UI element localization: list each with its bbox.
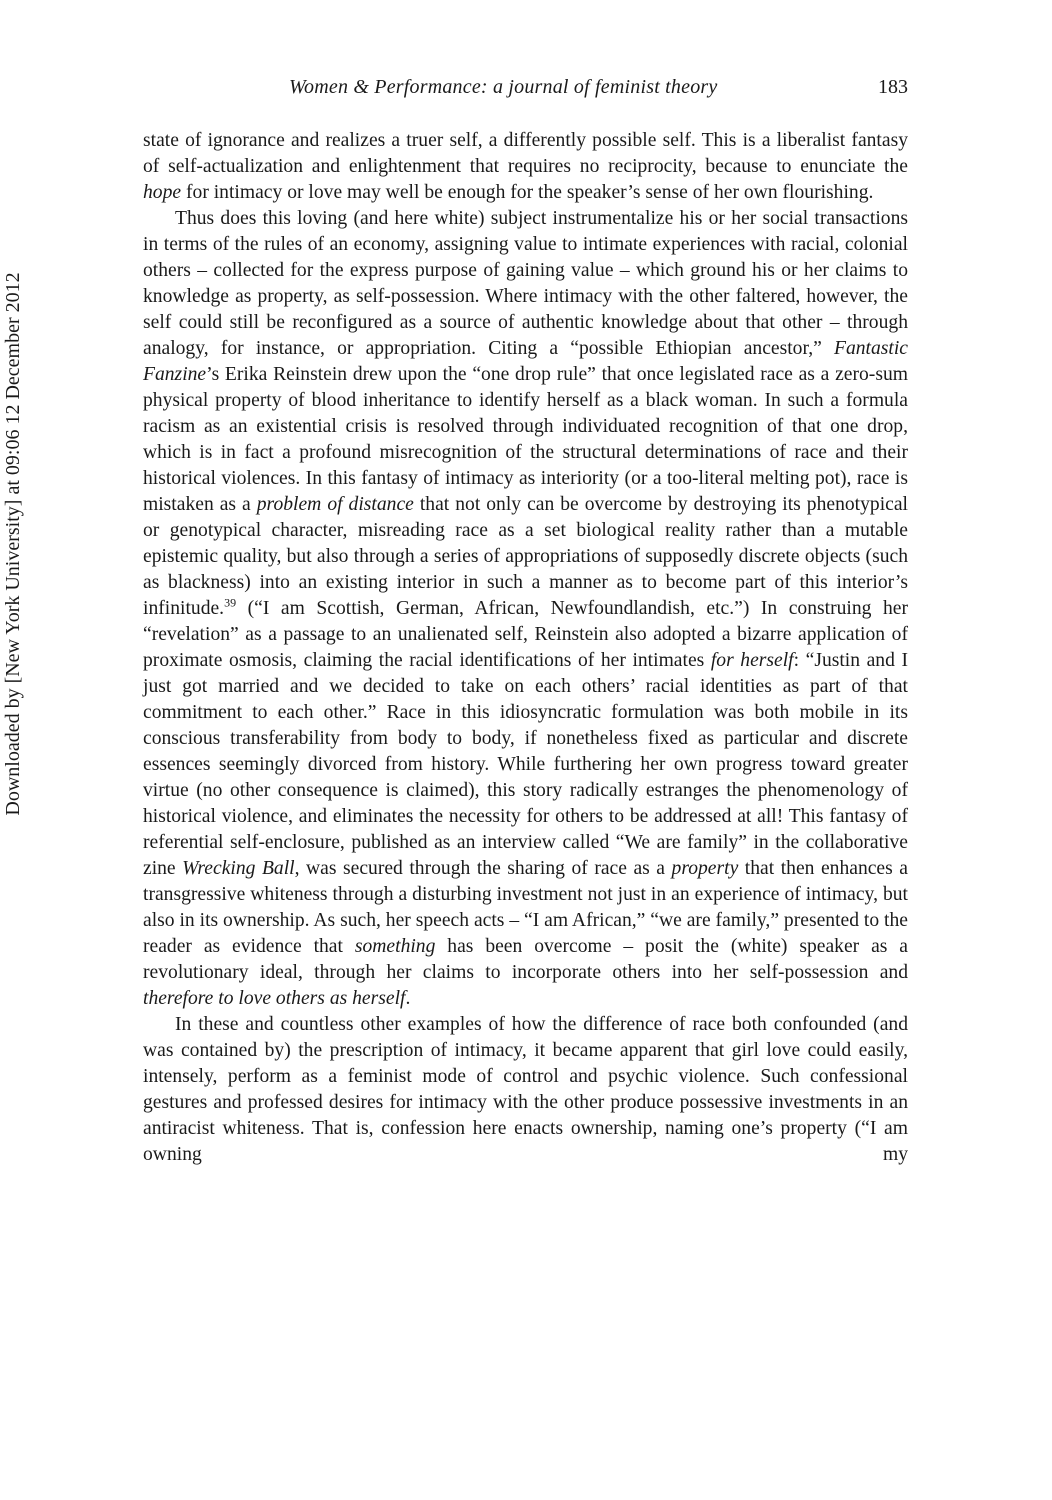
emphasis-property: property [671,858,739,879]
emphasis-for-herself: for herself [710,650,794,671]
text-run: Thus does this loving (and here white) subject instrumentalize his or her social transactions in terms of the rules of an economy, assigning value to intimate experiences with racial, colonial others – collected for the express purpose of gaining value – which ground his or her claims to knowledge as property, as self-possession. Where intimacy with the other faltered, however, the self could still be reconfigured as a source of authentic knowledge about that other – through analogy, for instance, or appropriation. Citing a “possible Ethiopian ancestor,” [143,208,908,359]
emphasis-wrecking-ball: Wrecking Ball [182,858,295,879]
article-body [143,128,908,1168]
text-run: , was secured through the sharing of race as a [294,858,672,879]
text-run: : “Justin and I just got married and we decided to take on each others’ racial identities as part of that commitment to each other.” Race in this idiosyncratic formulation was both mobile in its conscious transferability from body to body, if nonetheless fixed as particular and discrete essences seemingly divorced from history. While furthering her own progress toward greater virtue (no other consequence is claimed), this story radically estranges the phenomenology of historical violence, and eliminates the necessity for others to be addressed at all! This fantasy of referential self-enclosure, published as an interview called “We are family” in the collaborative zine [143,650,908,879]
emphasis-hope: hope [143,182,182,203]
footnote-ref-39: 39 [224,595,237,610]
text-run: (“I am Scottish, German, African, Newfoundlandish, etc.”) In construing her “revelation” as a passage to an unalienated self, Reinstein also adopted a bizarre application of proximate osmosis, claiming the racial identifications of her intimates [143,598,908,671]
page-number: 183 [878,76,908,98]
text-run: that then enhances a transgressive whiteness through a disturbing investment not just in an experience of intimacy, but also in its ownership. As such, her speech acts – “I am African,” “we are family,” presented to the reader as evidence that [143,858,908,957]
text-run: that not only can be overcome by destroying its phenotypical or genotypical character, misreading race as a set biological reality rather than a mutable epistemic quality, but also through a series of appropriations of supposedly discrete objects (such as blackness) into an existing interior in such a manner as to become part of this interior’s infinitude. [143,494,908,619]
paragraph-1 [143,128,908,206]
journal-title: Women & Performance: a journal of feminist theory [289,76,718,98]
paragraph-2 [143,206,908,1012]
emphasis-something: something [354,936,436,957]
running-header [143,76,908,106]
emphasis-problem-of-distance: problem of distance [256,494,414,515]
paragraph-3 [143,1012,908,1168]
text-run: has been overcome – posit the (white) speaker as a revolutionary ideal, through her claims to incorporate others into her self-possession and [143,936,908,983]
text-run: . [405,988,411,1009]
text-run: state of ignorance and realizes a truer self, a differently possible self. This is a liberalist fantasy of self-actualization and enlightenment that requires no reciprocity, because to enunciate the [143,130,908,177]
emphasis-therefore-to-love: therefore to love others as herself [143,988,406,1009]
text-run: In these and countless other examples of how the difference of race both confounded (and was contained by) the prescription of intimacy, it became apparent that girl love could easily, intensely, perform as a feminist mode of control and psychic violence. Such confessional gestures and professed desires for intimacy with the other produce possessive investments in an antiracist whiteness. That is, confession here enacts ownership, naming one’s property (“I am owning my [143,1014,908,1165]
emphasis-fantastic-fanzine: Fantastic Fanzine [143,338,908,385]
text-run: for intimacy or love may well be enough for the speaker’s sense of her own flourishing. [181,182,874,203]
download-notice-text: Downloaded by [New York University] at 09:06 12 December 2012 [2,272,24,816]
text-run: ’s Erika Reinstein drew upon the “one drop rule” that once legislated race as a zero-sum physical property of blood inheritance to identify herself as a black woman. In such a formula racism as an existential crisis is resolved through individuated recognition of that one drop, which is in fact a profound misrecognition of the structural determinations of race and their historical violences. In this fantasy of intimacy as interiority (or a too-literal melting pot), race is mistaken as a [143,364,908,515]
